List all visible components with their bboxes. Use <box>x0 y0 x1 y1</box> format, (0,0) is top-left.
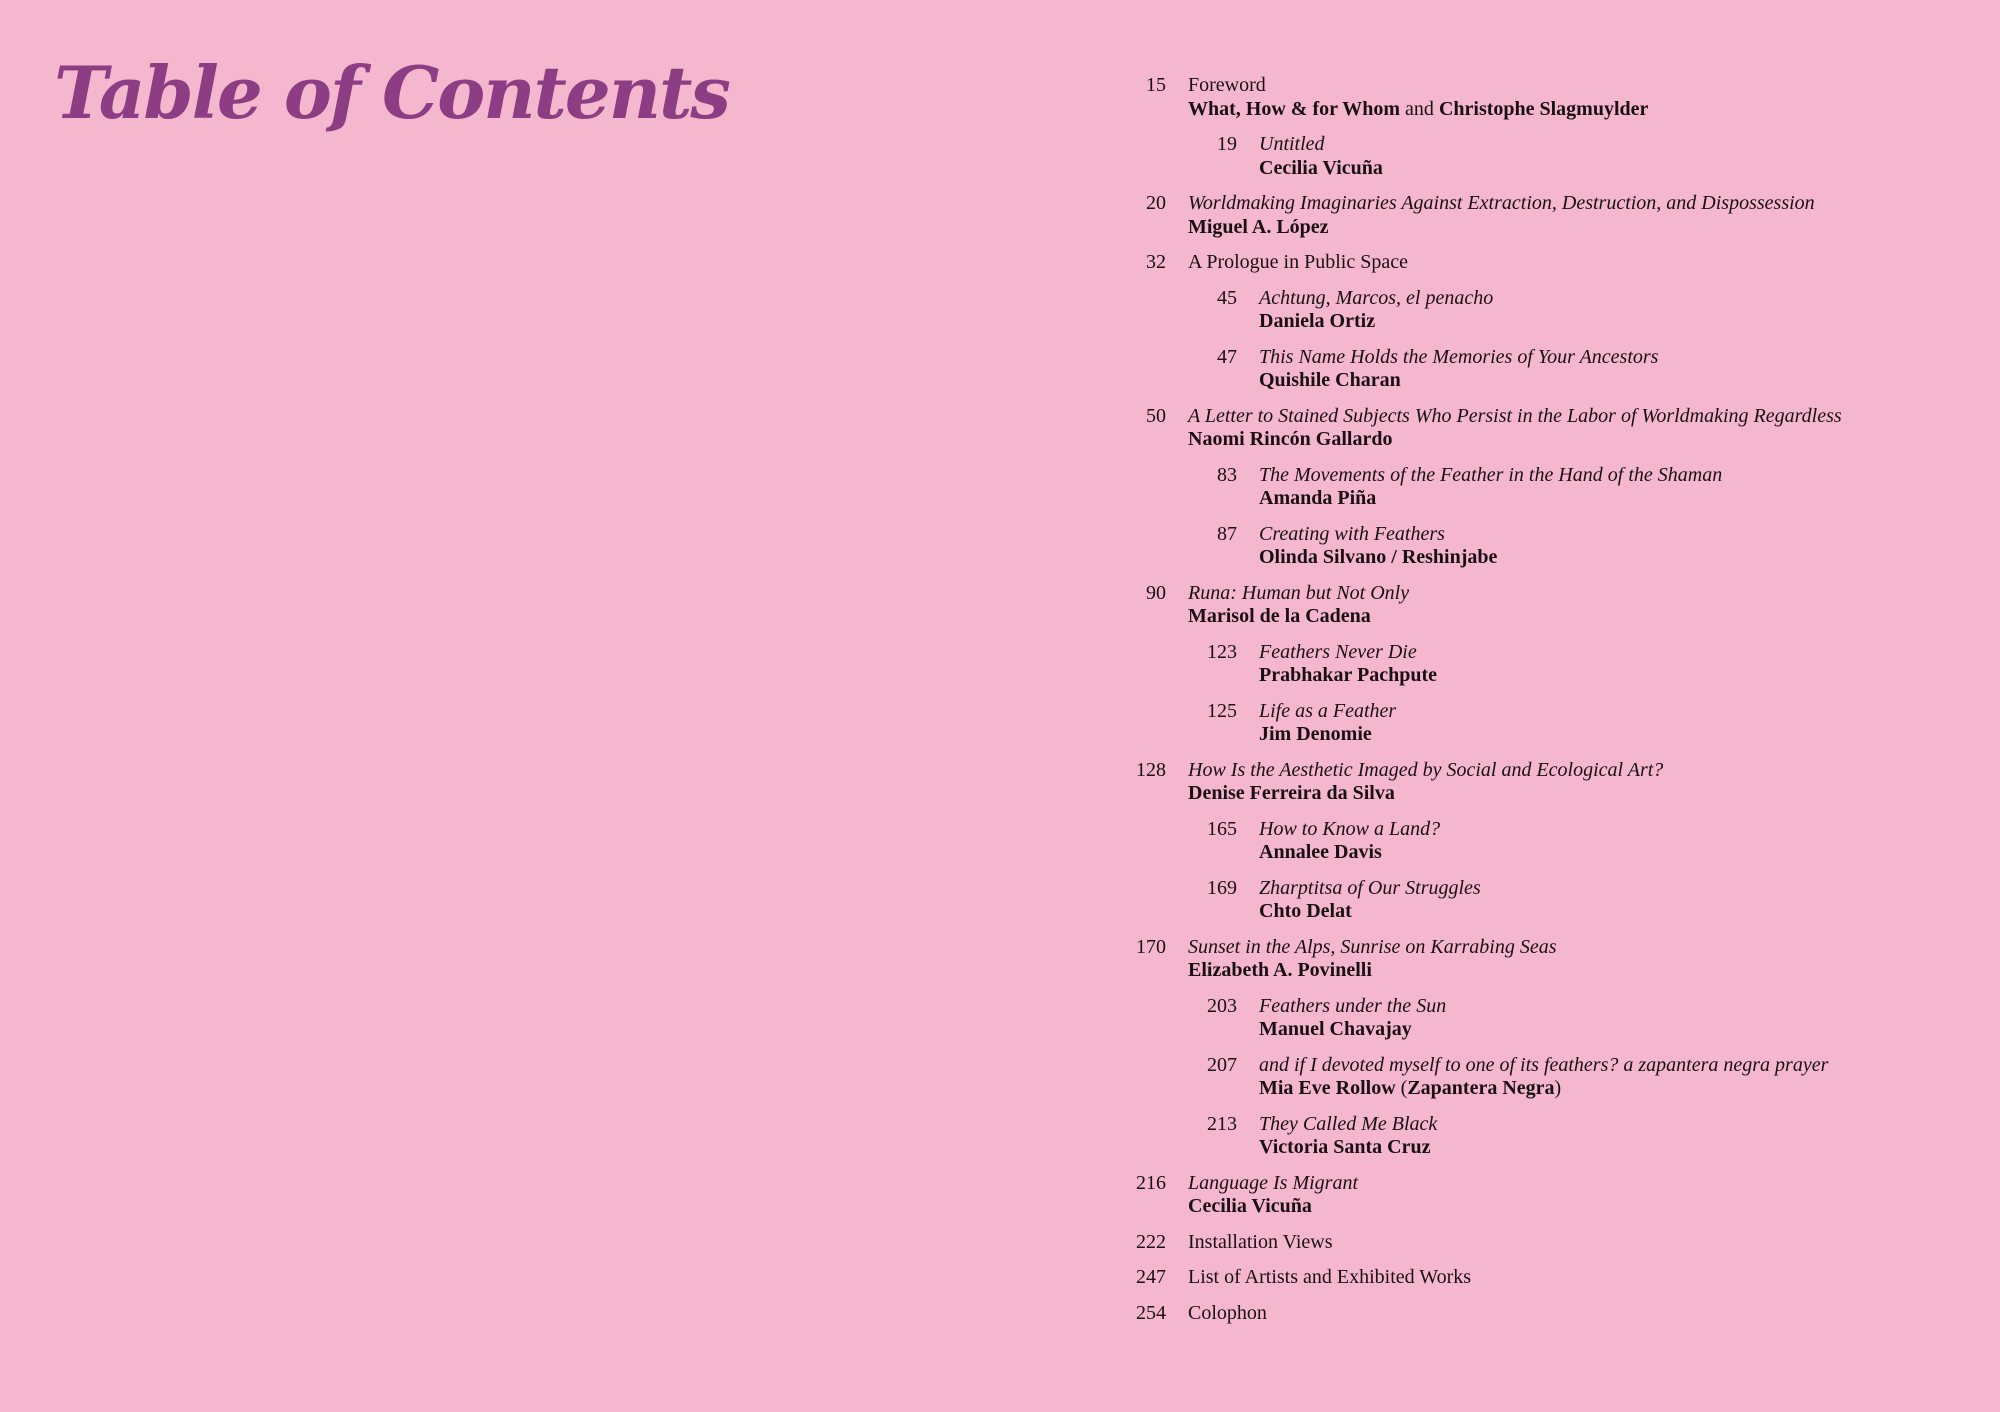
toc-title: Feathers under the Sun <box>1259 994 1447 1017</box>
toc-author-part: Zapantera Negra <box>1407 1077 1555 1099</box>
toc-page-number: 169 <box>1207 876 1237 899</box>
toc-entry <box>1095 287 1975 334</box>
toc-page-number: 83 <box>1217 463 1237 486</box>
toc-page-number: 32 <box>1146 251 1166 273</box>
toc-page-number: 222 <box>1136 1230 1166 1253</box>
toc-entry <box>1095 818 1975 865</box>
toc-entry <box>1095 700 1975 747</box>
toc-author: Annalee Davis <box>1259 841 1382 863</box>
toc-entry <box>1095 192 1975 239</box>
toc-author <box>1188 98 1975 122</box>
toc-page-number: 47 <box>1217 345 1237 368</box>
toc-entry <box>1095 641 1975 688</box>
toc-page-number: 165 <box>1207 817 1237 840</box>
toc-title: Feathers Never Die <box>1259 640 1417 663</box>
toc-entry <box>1095 1302 1975 1326</box>
toc-title: How to Know a Land? <box>1259 817 1441 840</box>
toc-author: Jim Denomie <box>1259 723 1372 745</box>
toc-page-number: 254 <box>1136 1301 1166 1324</box>
toc-page-number: 207 <box>1207 1053 1237 1076</box>
toc-title: They Called Me Black <box>1259 1112 1438 1135</box>
toc-author: Amanda Piña <box>1259 487 1377 509</box>
toc-title: and if I devoted myself to one of its feathers? a zapantera negra prayer <box>1259 1053 1829 1076</box>
toc-title: Untitled <box>1259 133 1325 155</box>
toc-author <box>1259 1077 1975 1101</box>
toc-entry <box>1095 74 1975 121</box>
toc-entry <box>1095 582 1975 629</box>
toc-entry <box>1095 523 1975 570</box>
toc-author: Denise Ferreira da Silva <box>1188 782 1395 804</box>
toc-author-part: Christophe Slagmuylder <box>1438 97 1649 120</box>
toc-title: Language Is Migrant <box>1188 1171 1358 1194</box>
toc-page-number: 50 <box>1146 404 1166 427</box>
toc-list <box>1095 74 1975 1325</box>
toc-page-number: 170 <box>1136 935 1166 958</box>
toc-entry <box>1095 133 1975 180</box>
toc-title: The Movements of the Feather in the Hand of the Shaman <box>1259 463 1723 486</box>
toc-author: Daniela Ortiz <box>1259 310 1376 332</box>
toc-entry <box>1095 877 1975 924</box>
toc-page-number: 15 <box>1146 74 1166 96</box>
toc-author: Cecilia Vicuña <box>1188 1195 1312 1217</box>
toc-title: Installation Views <box>1188 1230 1333 1253</box>
toc-page-number: 87 <box>1217 522 1237 545</box>
toc-title: Creating with Feathers <box>1259 522 1445 545</box>
page-title: Table of Contents <box>54 50 729 135</box>
toc-author: Elizabeth A. Povinelli <box>1188 959 1372 981</box>
toc-title: Colophon <box>1188 1301 1267 1324</box>
toc-title: Sunset in the Alps, Sunrise on Karrabing Seas <box>1188 935 1557 958</box>
toc-page-number: 247 <box>1136 1266 1166 1288</box>
toc-entry <box>1095 405 1975 452</box>
toc-entry <box>1095 936 1975 983</box>
toc-author: Chto Delat <box>1259 900 1352 922</box>
toc-page-number: 216 <box>1136 1171 1166 1194</box>
toc-entry <box>1095 1266 1975 1290</box>
toc-entry <box>1095 1231 1975 1255</box>
toc-entry <box>1095 346 1975 393</box>
toc-author: Miguel A. López <box>1188 215 1329 238</box>
toc-author: Marisol de la Cadena <box>1188 605 1371 627</box>
toc-title: This Name Holds the Memories of Your Ancestors <box>1259 345 1659 368</box>
toc-entry <box>1095 464 1975 511</box>
toc-page-number: 203 <box>1207 994 1237 1017</box>
toc-title: Worldmaking Imaginaries Against Extraction, Destruction, and Dispossession <box>1188 192 1815 214</box>
toc-entry <box>1095 995 1975 1042</box>
toc-author: Prabhakar Pachpute <box>1259 664 1437 686</box>
toc-entry <box>1095 1172 1975 1219</box>
toc-page-number: 19 <box>1217 133 1237 155</box>
toc-author: Victoria Santa Cruz <box>1259 1136 1431 1158</box>
toc-page-number: 128 <box>1136 758 1166 781</box>
toc-author-part: and <box>1400 97 1439 120</box>
toc-author-part: Mia Eve Rollow <box>1259 1077 1401 1099</box>
toc-author: Naomi Rincón Gallardo <box>1188 428 1393 450</box>
toc-entry <box>1095 1113 1975 1160</box>
toc-title: A Letter to Stained Subjects Who Persist in the Labor of Worldmaking Regardless <box>1188 404 1842 427</box>
toc-entry <box>1095 1054 1975 1101</box>
toc-title: How Is the Aesthetic Imaged by Social and Ecological Art? <box>1188 758 1664 781</box>
toc-entry <box>1095 759 1975 806</box>
toc-title: Zharptitsa of Our Struggles <box>1259 876 1481 899</box>
toc-title: Foreword <box>1188 74 1266 96</box>
toc-page-number: 90 <box>1146 581 1166 604</box>
toc-page-number: 20 <box>1146 192 1166 214</box>
toc-entry <box>1095 251 1975 275</box>
toc-author-part: What, How & for Whom <box>1188 97 1401 120</box>
toc-author: Olinda Silvano / Reshinjabe <box>1259 546 1498 568</box>
toc-page-number: 125 <box>1207 699 1237 722</box>
toc-page-number: 45 <box>1217 286 1237 309</box>
toc-title: Runa: Human but Not Only <box>1188 581 1410 604</box>
toc-author-part: ( <box>1400 1077 1408 1099</box>
toc-author-part: ) <box>1554 1077 1562 1099</box>
toc-author: Manuel Chavajay <box>1259 1018 1412 1040</box>
toc-title: List of Artists and Exhibited Works <box>1188 1266 1472 1288</box>
toc-page-number: 213 <box>1207 1112 1237 1135</box>
toc-title: Achtung, Marcos, el penacho <box>1259 286 1494 309</box>
toc-author: Quishile Charan <box>1259 369 1401 391</box>
toc-title: Life as a Feather <box>1259 699 1397 722</box>
toc-title: A Prologue in Public Space <box>1188 251 1408 273</box>
toc-page-number: 123 <box>1207 640 1237 663</box>
toc-author: Cecilia Vicuña <box>1259 156 1383 179</box>
